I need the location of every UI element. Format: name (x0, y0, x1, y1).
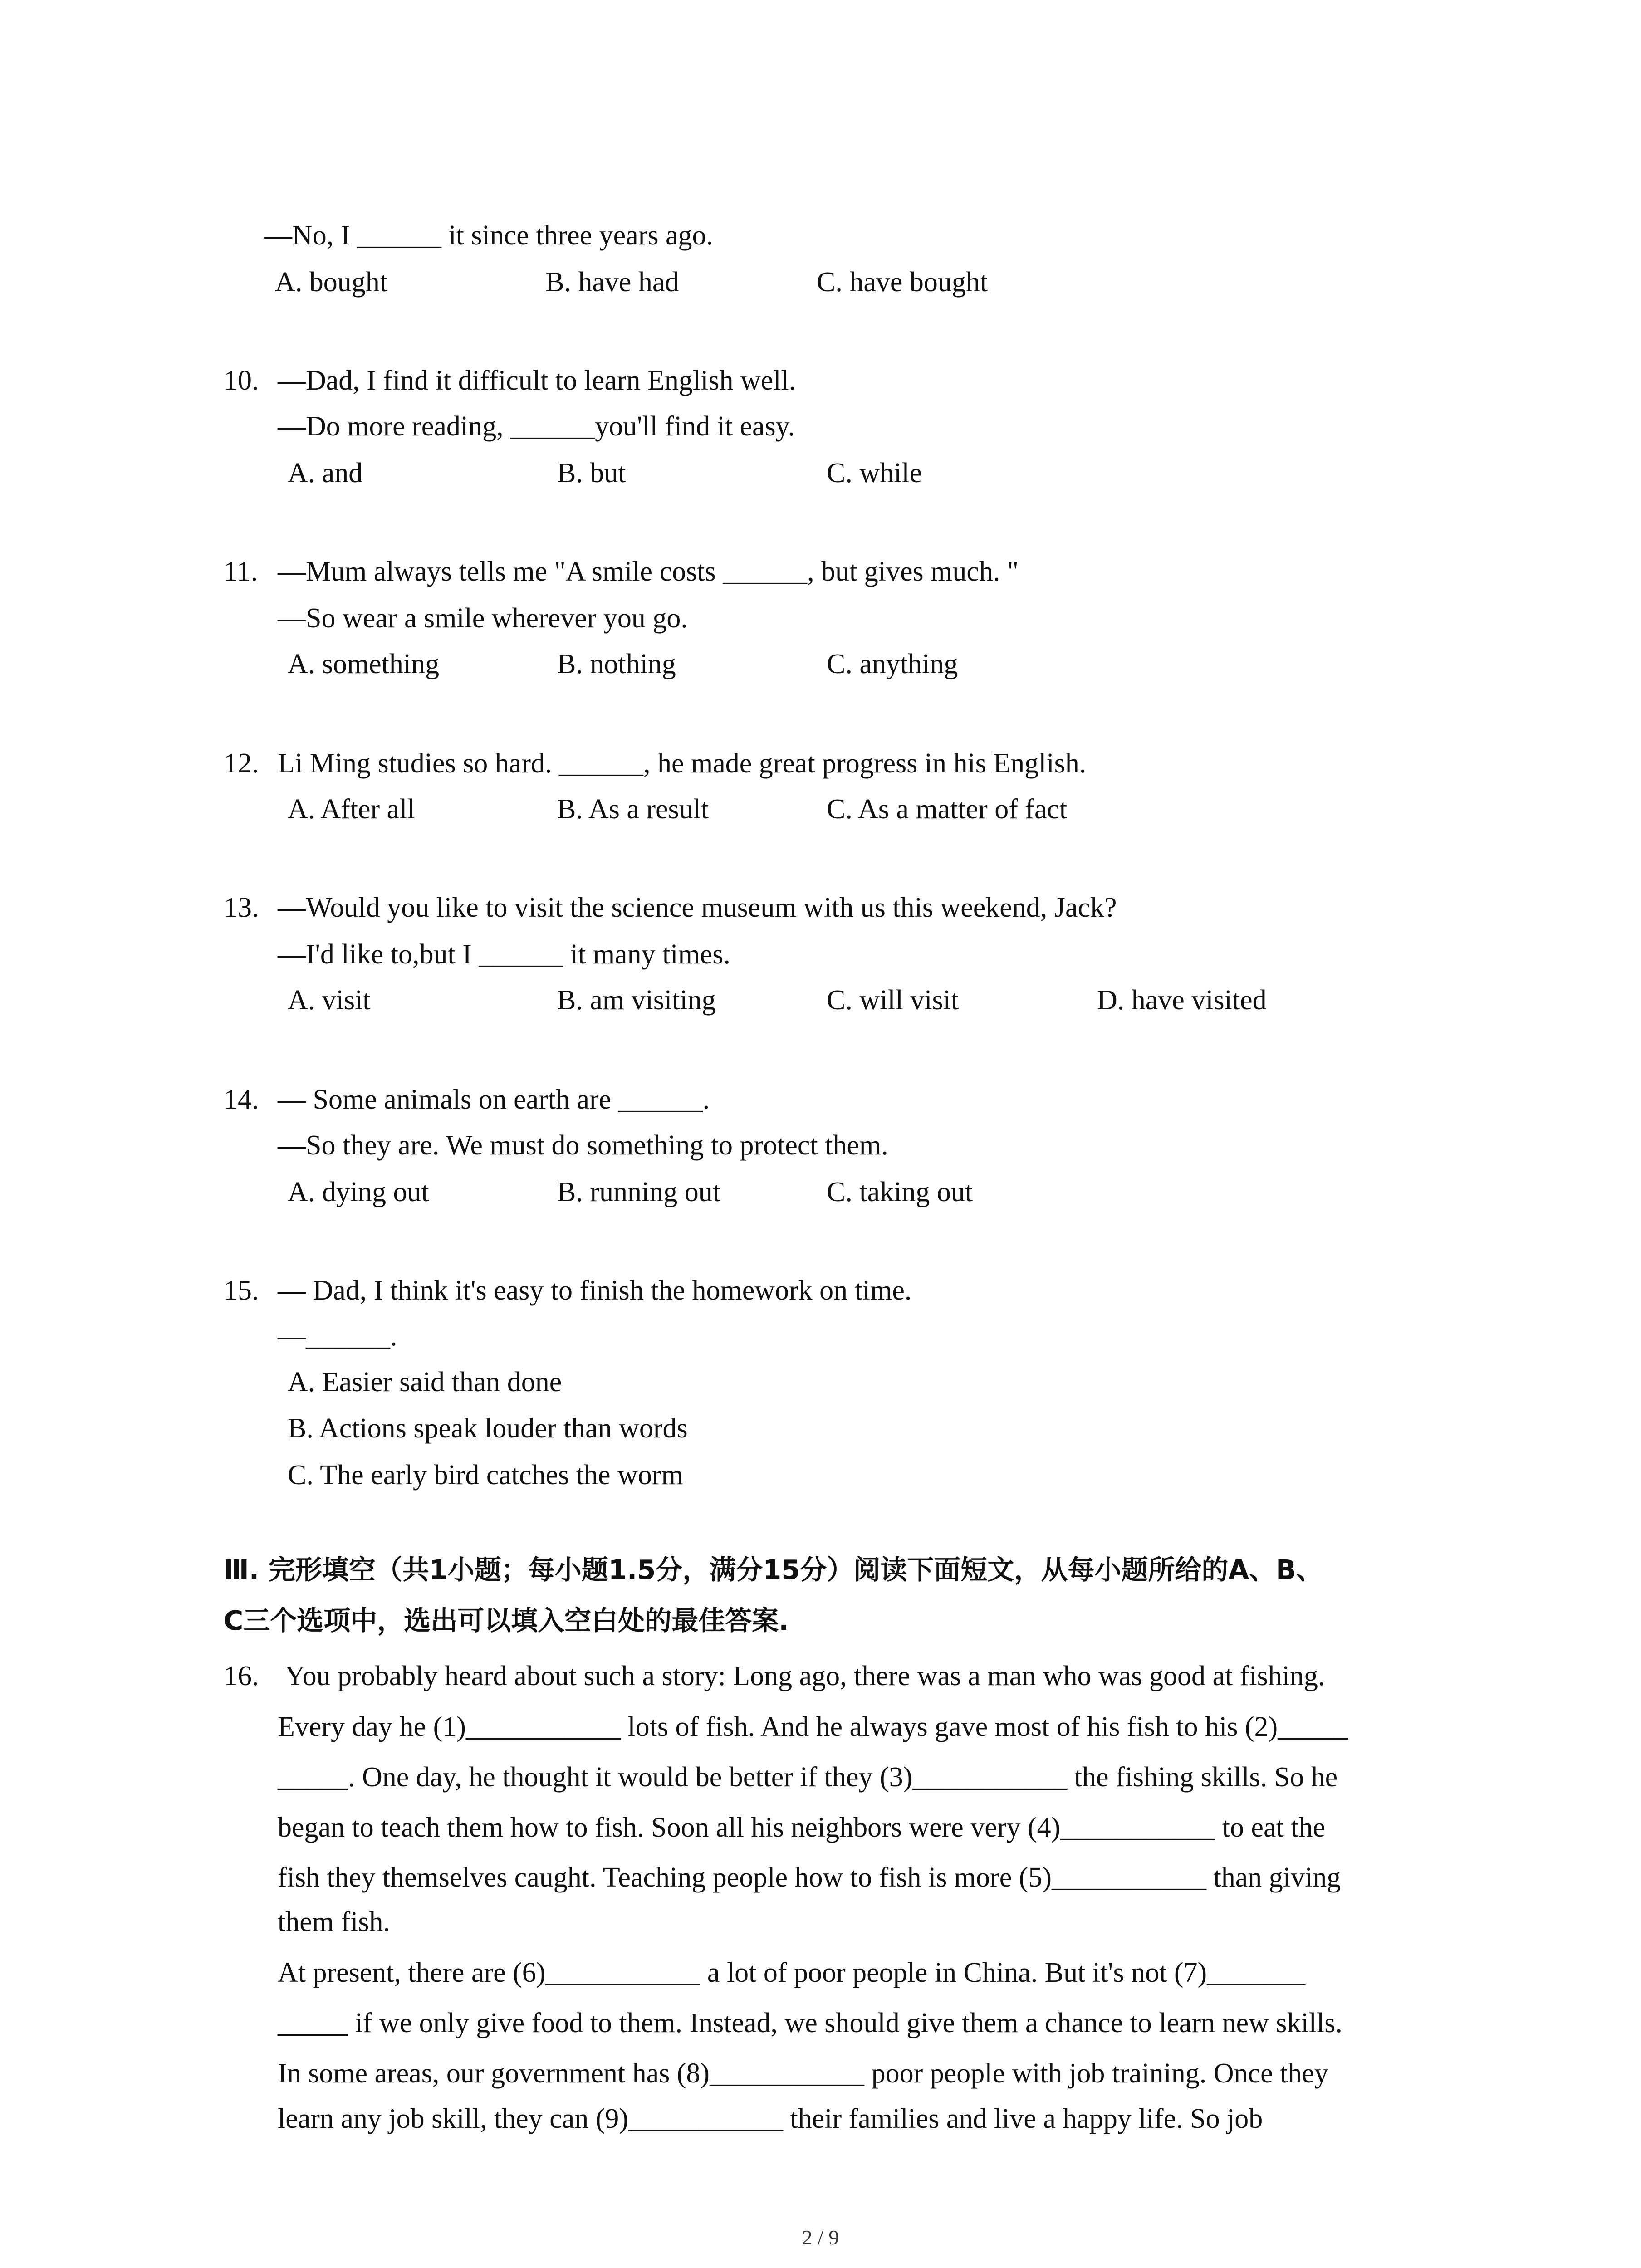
passage-line-10: learn any job skill, they can (9)___________ their families and live a happy life. So job (278, 2103, 1263, 2134)
q10-option-b: B. but (557, 458, 626, 489)
passage-line-3: _____. One day, he thought it would be better if they (3)___________ the fishing skills. So he (278, 1762, 1338, 1793)
passage-line-9: In some areas, our government has (8)___________ poor people with job training. Once they (278, 2058, 1328, 2089)
q10-number: 10. (224, 365, 259, 396)
q11-number: 11. (224, 556, 258, 587)
section-heading-line-2: C三个选项中，选出可以填入空白处的最佳答案. (224, 1605, 789, 1636)
q10-line-1: —Dad, I find it difficult to learn English well. (278, 365, 796, 396)
passage-line-7: At present, there are (6)___________ a lot of poor people in China. But it's not (7)_______ (278, 1957, 1306, 1988)
q13-option-a: A. visit (288, 985, 371, 1016)
q11-option-c: C. anything (827, 649, 958, 679)
q14-line-2: —So they are. We must do something to protect them. (278, 1130, 888, 1161)
q9-option-c: C. have bought (817, 267, 988, 298)
q11-line-2: —So wear a smile wherever you go. (278, 603, 688, 634)
q13-number: 13. (224, 892, 259, 923)
q11-line-1: —Mum always tells me "A smile costs ______, but gives much. " (278, 556, 1019, 587)
q13-option-c: C. will visit (827, 985, 959, 1016)
q14-option-a: A. dying out (288, 1177, 429, 1207)
q13-line-1: —Would you like to visit the science museum with us this weekend, Jack? (278, 892, 1117, 923)
q15-number: 15. (224, 1275, 259, 1306)
q16-number: 16. (224, 1661, 259, 1691)
q14-option-b: B. running out (557, 1177, 720, 1207)
passage-line-8: _____ if we only give food to them. Instead, we should give them a chance to learn new skills. (278, 2008, 1342, 2038)
q12-option-b: B. As a result (557, 794, 709, 825)
q15-line-2: —______. (278, 1321, 397, 1352)
q14-number: 14. (224, 1084, 259, 1115)
q13-option-d: D. have visited (1097, 985, 1267, 1016)
q10-line-2: —Do more reading, ______you'll find it easy. (278, 411, 795, 442)
q9-option-b: B. have had (545, 267, 679, 298)
q12-number: 12. (224, 748, 259, 779)
q15-option-b: B. Actions speak louder than words (288, 1413, 688, 1444)
q11-option-a: A. something (288, 649, 440, 679)
q11-option-b: B. nothing (557, 649, 676, 679)
q14-line-1: — Some animals on earth are ______. (278, 1084, 710, 1115)
q12-option-c: C. As a matter of fact (827, 794, 1068, 825)
q9-option-a: A. bought (275, 267, 387, 298)
q13-option-b: B. am visiting (557, 985, 716, 1016)
q9-answer-line: —No, I ______ it since three years ago. (264, 220, 714, 251)
passage-line-5: fish they themselves caught. Teaching people how to fish is more (5)___________ than giving (278, 1862, 1341, 1893)
q12-line-1: Li Ming studies so hard. ______, he made great progress in his English. (278, 748, 1087, 779)
section-heading-line-1: Ⅲ. 完形填空（共1小题；每小题1.5分，满分15分）阅读下面短文，从每小题所给的A、B、 (224, 1554, 1323, 1585)
q10-option-c: C. while (827, 458, 922, 489)
q15-line-1: — Dad, I think it's easy to finish the homework on time. (278, 1275, 912, 1306)
q15-option-c: C. The early bird catches the worm (288, 1460, 683, 1491)
passage-line-4: began to teach them how to fish. Soon all his neighbors were very (4)___________ to eat the (278, 1812, 1325, 1843)
page-number: 2 / 9 (802, 2226, 839, 2249)
q15-option-a: A. Easier said than done (288, 1367, 562, 1398)
q14-option-c: C. taking out (827, 1177, 973, 1207)
passage-line-2: Every day he (1)___________ lots of fish. And he always gave most of his fish to his (2)_____ (278, 1711, 1348, 1742)
q10-option-a: A. and (288, 458, 363, 489)
q13-line-2: —I'd like to,but I ______ it many times. (278, 939, 730, 970)
passage-line-1: You probably heard about such a story: Long ago, there was a man who was good at fishing. (285, 1661, 1325, 1691)
passage-line-6: them fish. (278, 1906, 390, 1937)
q12-option-a: A. After all (288, 794, 415, 825)
